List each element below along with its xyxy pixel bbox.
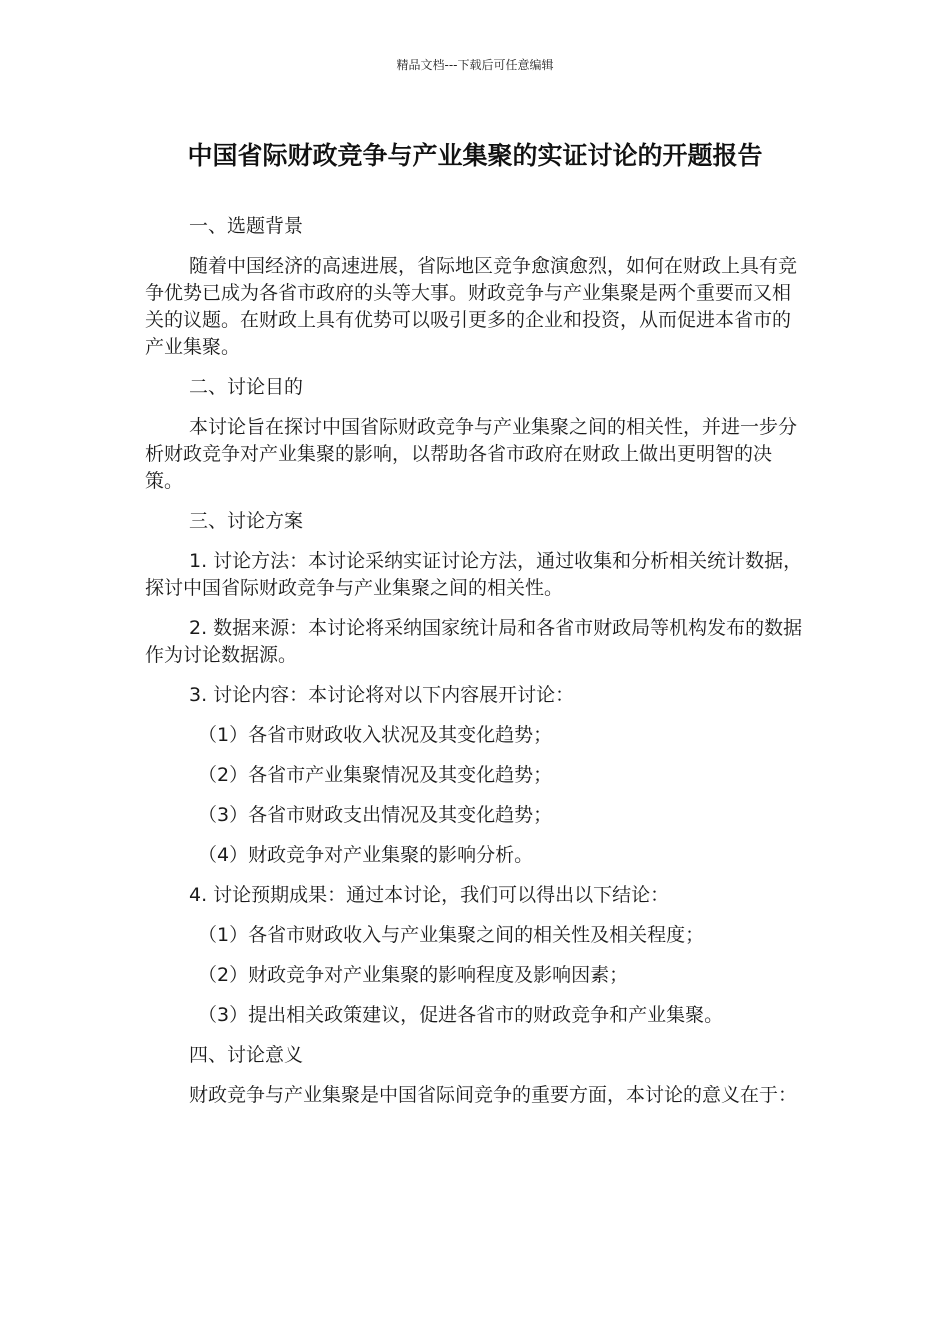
- section-heading-background: 一、选题背景: [189, 215, 304, 237]
- result-item-1: （1）各省市财政收入与产业集聚之间的相关性及相关程度；: [198, 924, 705, 946]
- paragraph-purpose: 本讨论旨在探讨中国省际财政竞争与产业集聚之间的相关性，并进一步分析财政竞争对产业集聚的影响，以帮助各省市政府在财政上做出更明智的决策。: [145, 416, 798, 492]
- result-item-3: （3）提出相关政策建议，促进各省市的财政竞争和产业集聚。: [198, 1004, 724, 1026]
- content-item-4: （4）财政竞争对产业集聚的影响分析。: [198, 844, 534, 866]
- document-title: 中国省际财政竞争与产业集聚的实证讨论的开题报告: [187, 141, 763, 170]
- paragraph-content: 3. 讨论内容：本讨论将对以下内容展开讨论：: [189, 684, 575, 706]
- section-heading-significance: 四、讨论意义: [189, 1044, 304, 1066]
- paragraph-data-source: 2. 数据来源：本讨论将采纳国家统计局和各省市财政局等机构发布的数据作为讨论数据源。: [145, 617, 803, 666]
- document-body: [145, 213, 805, 1122]
- content-item-3: （3）各省市财政支出情况及其变化趋势；: [198, 804, 553, 826]
- paragraph-background: 随着中国经济的高速进展，省际地区竞争愈演愈烈，如何在财政上具有竞争优势已成为各省市政府的头等大事。财政竞争与产业集聚是两个重要而又相关的议题。在财政上具有优势可以吸引更多的企业和投资，从而促进本省市的产业集聚。: [145, 255, 798, 358]
- header-note: 精品文档---下载后可任意编辑: [396, 58, 554, 72]
- result-item-2: （2）财政竞争对产业集聚的影响程度及影响因素；: [198, 964, 629, 986]
- paragraph-method: 1. 讨论方法：本讨论采纳实证讨论方法，通过收集和分析相关统计数据，探讨中国省际财政竞争与产业集聚之间的相关性。: [145, 550, 803, 599]
- section-heading-purpose: 二、讨论目的: [189, 376, 304, 398]
- section-heading-plan: 三、讨论方案: [189, 510, 304, 532]
- content-item-2: （2）各省市产业集聚情况及其变化趋势；: [198, 764, 553, 786]
- paragraph-expected-results: 4. 讨论预期成果：通过本讨论，我们可以得出以下结论：: [189, 884, 670, 906]
- paragraph-significance: 财政竞争与产业集聚是中国省际间竞争的重要方面，本讨论的意义在于：: [189, 1084, 798, 1106]
- content-item-1: （1）各省市财政收入状况及其变化趋势；: [198, 724, 553, 746]
